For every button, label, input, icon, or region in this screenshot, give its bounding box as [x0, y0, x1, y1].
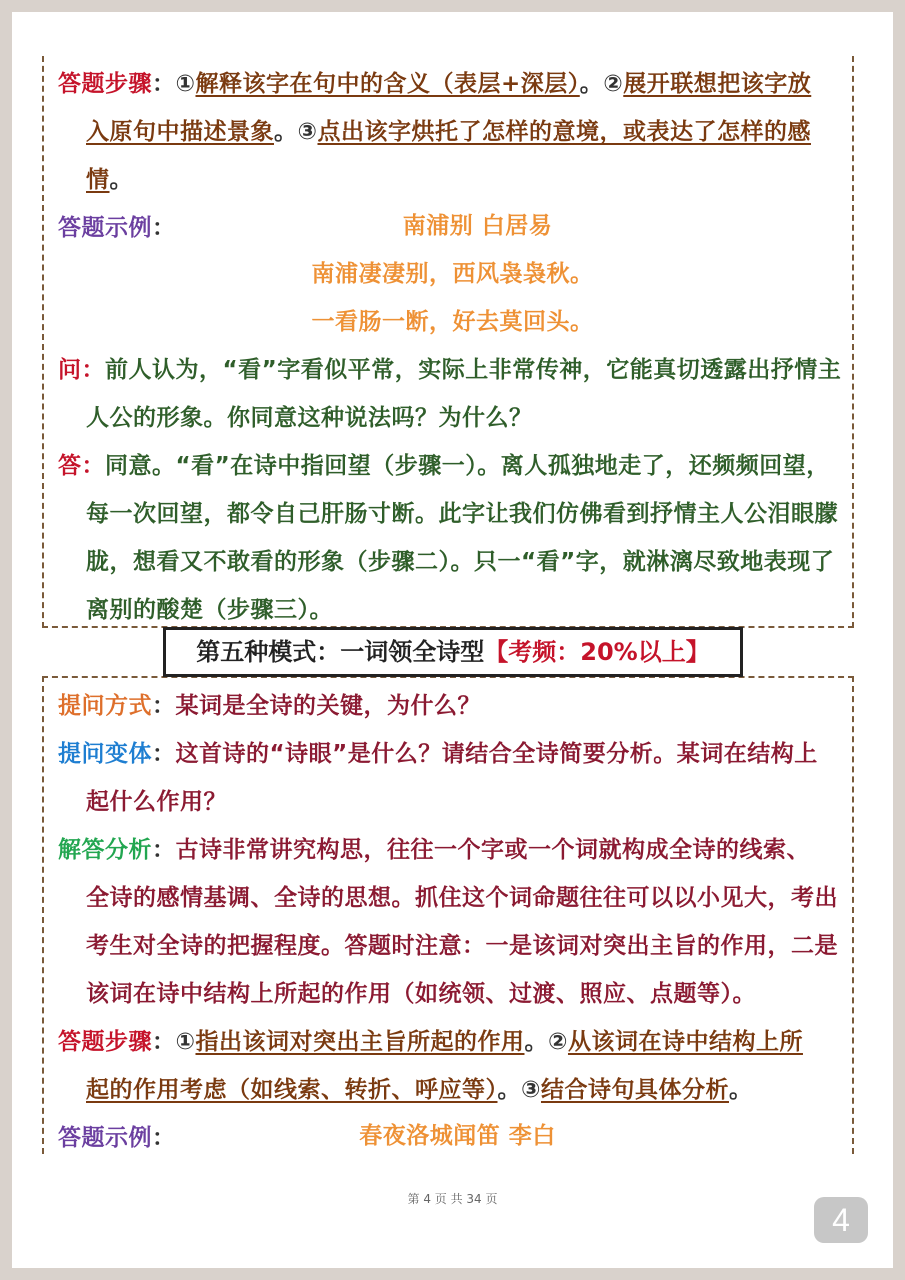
step-separator: 。③: [497, 1077, 541, 1103]
variant-line-1: [58, 738, 853, 770]
step-separator: 。②: [579, 71, 624, 97]
step2-text-a: 从该词在诗中结构上所: [567, 1029, 803, 1055]
colon: ：: [152, 1029, 176, 1055]
ask-line: [58, 690, 853, 722]
answer-label: 答：: [58, 453, 105, 479]
steps-line-3: [86, 164, 853, 196]
step1-text: 解释该字在句中的含义（表层+深层）: [195, 71, 580, 97]
analysis-line-3: 考生对全诗的把握程度。答题时注意：一是该词对突出主旨的作用，二是: [86, 933, 838, 959]
steps2-line-1: [58, 1026, 853, 1058]
question-line-1: [58, 354, 853, 386]
analysis-label: 解答分析: [58, 837, 152, 863]
step2-text-a: 展开联想把该字放: [623, 71, 812, 97]
colon: ：: [152, 693, 176, 719]
question-label: 问：: [58, 357, 105, 383]
step3-text-a: 点出该字烘托了怎样的意境，或表达了怎样的感: [317, 119, 811, 145]
step-end: 。: [728, 1077, 753, 1103]
question-line-2: 人公的形象。你同意这种说法吗？为什么？: [86, 405, 533, 431]
step1-text: 指出该词对突出主旨所起的作用: [195, 1029, 525, 1055]
colon: ：: [152, 215, 176, 241]
poem2-title-text: 春夜洛城闻笛 李白: [359, 1123, 556, 1149]
poem-line-1: 南浦凄凄别，西风袅袅秋。: [311, 261, 594, 287]
variant-line-2: 起什么作用？: [86, 789, 227, 815]
steps-line-2: [86, 116, 853, 148]
example-label: 答题示例: [58, 215, 152, 241]
colon: ：: [152, 1125, 176, 1151]
steps-label: 答题步骤: [58, 1029, 152, 1055]
step2-text-b: 入原句中描述景象: [86, 119, 274, 145]
analysis-line-4: 该词在诗中结构上所起的作用（如统领、过渡、照应、点题等）。: [86, 981, 756, 1007]
steps-line-1: [58, 68, 853, 100]
variant-text-a: 这首诗的“诗眼”是什么？请结合全诗简要分析。某词在结构上: [175, 741, 818, 767]
analysis-line-2: 全诗的感情基调、全诗的思想。抓住这个词命题往往可以以小见大，考出: [86, 885, 838, 911]
ask-text: 某词是全诗的关键，为什么？: [175, 693, 481, 719]
answer-line-1: [58, 450, 853, 482]
poem2-title: [0, 1120, 905, 1152]
mode-banner: [163, 627, 743, 677]
variant-label: 提问变体: [58, 741, 152, 767]
question-text-a: 前人认为，“看”字看似平常，实际上非常传神，它能真切透露出抒情主: [105, 357, 842, 383]
step-number: ①: [175, 71, 196, 97]
step2-text-b: 起的作用考虑（如线索、转折、呼应等）: [86, 1077, 498, 1103]
answer-text-a: 同意。“看”在诗中指回望（步骤一）。离人孤独地走了，还频频回望，: [105, 453, 830, 479]
poem-line-2: 一看肠一断，好去莫回头。: [311, 309, 594, 335]
analysis-text-a: 古诗非常讲究构思，往往一个字或一个词就构成全诗的线索、: [175, 837, 810, 863]
answer-line-2: 每一次回望，都令自己肝肠寸断。此字让我们仿佛看到抒情主人公泪眼朦: [86, 501, 838, 527]
step-separator: 。③: [274, 119, 318, 145]
step-number: ①: [175, 1029, 196, 1055]
analysis-line-1: [58, 834, 853, 866]
ask-label: 提问方式: [58, 693, 152, 719]
step3-text: 结合诗句具体分析: [540, 1077, 729, 1103]
colon: ：: [152, 71, 176, 97]
answer-line-4: 离别的酸楚（步骤三）。: [86, 597, 333, 623]
step-end: 。: [109, 167, 133, 193]
banner-title: 第五种模式：一词领全诗型: [196, 638, 485, 666]
page-number-badge: 4: [814, 1197, 868, 1243]
step3-text-b: 情: [86, 167, 110, 193]
colon: ：: [152, 741, 176, 767]
answer-line-3: 胧，想看又不敢看的形象（步骤二）。只一“看”字，就淋漓尽致地表现了: [86, 549, 835, 575]
page-footer: 第 4 页 共 34 页: [407, 1192, 498, 1206]
steps2-line-2: [86, 1074, 853, 1106]
step-separator: 。②: [524, 1029, 568, 1055]
example-label: 答题示例: [58, 1125, 152, 1151]
colon: ：: [152, 837, 176, 863]
poem-title-text: 南浦别 白居易: [402, 213, 553, 239]
steps-label: 答题步骤: [58, 71, 152, 97]
poem-title: [40, 210, 905, 242]
banner-frequency: 【考频：20%以上】: [484, 638, 710, 666]
